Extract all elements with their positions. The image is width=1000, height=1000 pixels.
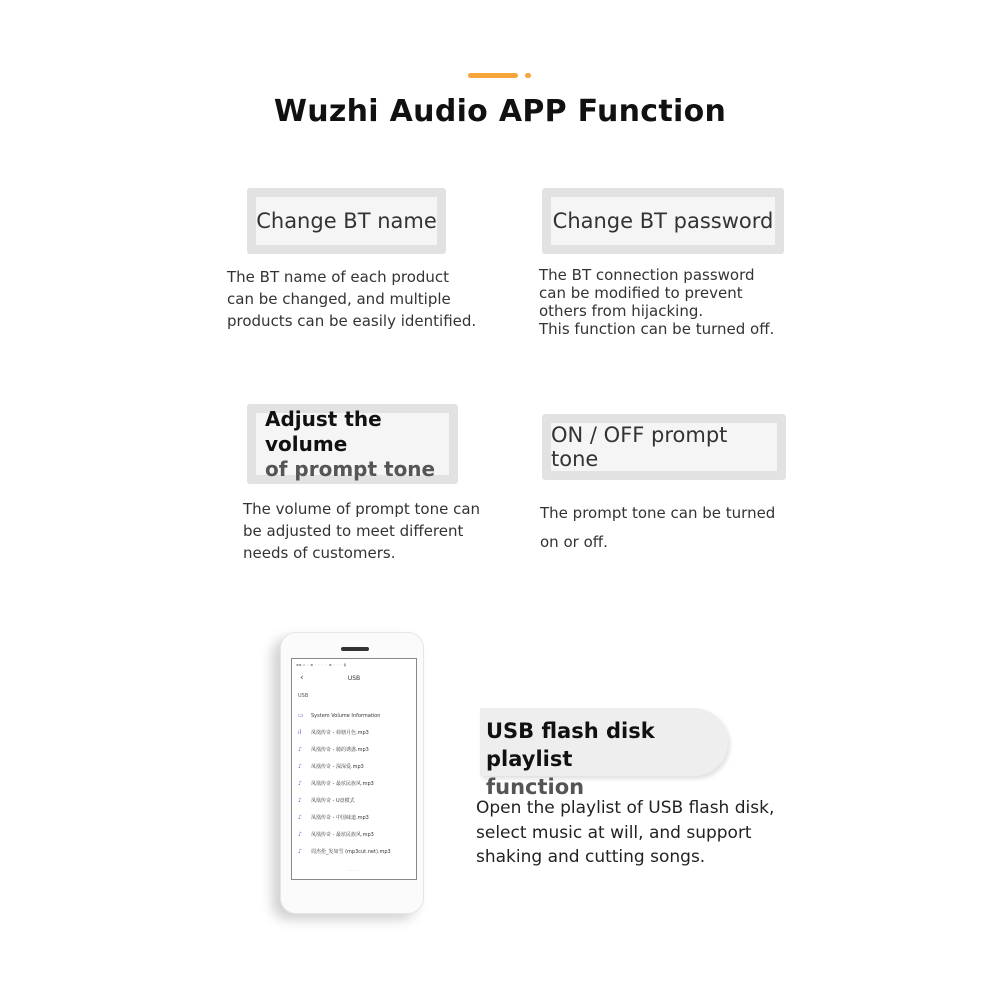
phone-mockup	[280, 632, 424, 914]
list-item[interactable]	[298, 775, 412, 792]
list-item[interactable]	[298, 826, 412, 843]
usb-title-line1: USB flash disk playlist	[486, 719, 655, 771]
screen-footer: · · · · ·	[348, 868, 360, 873]
usb-title-line2: function	[486, 775, 585, 799]
music-note-icon: ♪	[298, 814, 302, 821]
feature-description-adjust-volume: The volume of prompt tone can be adjusted to meet different needs of customers.	[243, 500, 481, 562]
feature-label-adjust-volume	[247, 404, 458, 484]
feature-description-change-bt-name: The BT name of each product can be changed, and multiple products can be easily identified.	[227, 268, 477, 330]
usb-feature-description: Open the playlist of USB flash disk, select music at will, and support shaking and cutting songs.	[476, 798, 775, 867]
list-item[interactable]	[298, 741, 412, 758]
music-note-icon: ♪	[298, 763, 302, 770]
list-item[interactable]	[298, 707, 412, 724]
file-list	[298, 707, 412, 860]
file-name: 凤凰传奇 - 骑的诱惑.mp3	[311, 747, 369, 753]
feature-label-text: Change BT name	[256, 197, 437, 245]
equalizer-icon: ıl	[298, 729, 302, 736]
list-item[interactable]	[298, 843, 412, 860]
usb-feature-title	[486, 717, 728, 801]
feature-label-change-bt-password	[542, 188, 784, 254]
file-name: 凤凰传奇 - 深深爱.mp3	[311, 764, 364, 770]
phone-screen	[291, 658, 417, 880]
file-name: 凤凰传奇 - U盘模式	[311, 798, 355, 804]
music-note-icon: ♪	[298, 848, 302, 855]
feature-label-line1: Adjust the volume	[265, 406, 382, 456]
file-name: 凤凰传奇 - 最炫民族风.mp3	[311, 781, 374, 787]
file-name: 凤凰传奇 - 最炫民族风.mp3	[311, 832, 374, 838]
feature-label-change-bt-name	[247, 188, 446, 254]
file-name: 凤凰传奇 - 中国味道.mp3	[311, 815, 369, 821]
file-name: 凤凰传奇 - 荷塘月色.mp3	[311, 730, 369, 736]
feature-description-change-bt-password: The BT connection password can be modified to prevent others from hijacking. This function can be turned off.	[539, 266, 775, 338]
list-item[interactable]	[298, 724, 412, 741]
feature-label-text	[256, 406, 449, 481]
music-note-icon: ♪	[298, 746, 302, 753]
music-note-icon: ♪	[298, 831, 302, 838]
music-note-icon: ♪	[298, 780, 302, 787]
music-note-icon: ♪	[298, 797, 302, 804]
folder-icon: ▭	[298, 712, 304, 719]
file-name: System Volume Information	[311, 712, 381, 719]
screen-header: USB	[347, 675, 361, 682]
list-item[interactable]	[298, 758, 412, 775]
phone-speaker	[341, 647, 369, 651]
status-bar: ▪▪ ▫ ◦ ▪ ◦ ◦ ◦ ◦ ▪ ◦ ◦ ◦ ▮	[296, 662, 346, 667]
feature-label-line2: of prompt tone	[265, 456, 436, 481]
usb-section-label: USB	[298, 693, 309, 699]
list-item[interactable]	[298, 809, 412, 826]
page-title: Wuzhi Audio APP Function	[273, 94, 727, 129]
file-name: 周杰伦_发如雪 (mp3cut.net).mp3	[311, 849, 391, 855]
feature-label-text: ON / OFF prompt tone	[551, 423, 777, 471]
accent-bar	[468, 73, 518, 78]
feature-label-on-off-prompt-tone	[542, 414, 786, 480]
feature-description-on-off-prompt-tone: The prompt tone can be turned on or off.	[540, 504, 776, 551]
chevron-left-icon[interactable]: ‹	[300, 673, 304, 683]
usb-feature-label	[480, 708, 728, 799]
list-item[interactable]	[298, 792, 412, 809]
accent-dot	[525, 73, 531, 78]
feature-label-text: Change BT password	[551, 197, 775, 245]
